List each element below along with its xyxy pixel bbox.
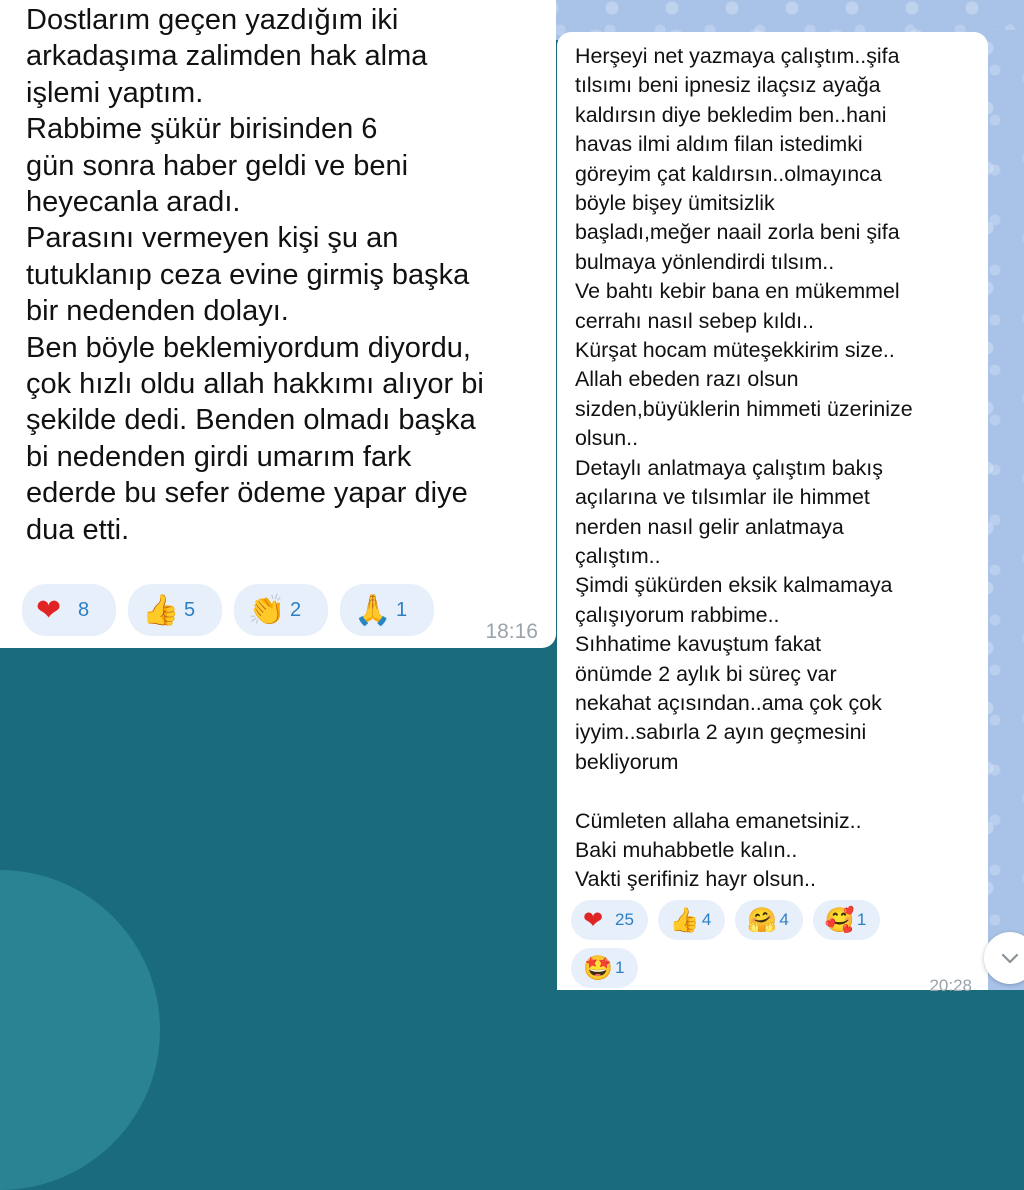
reaction-thumbs-up[interactable] (128, 584, 222, 636)
reaction-smiling-face-with-hearts[interactable] (813, 900, 880, 940)
reactions-bar (22, 584, 434, 636)
hugging-face-icon: 🤗 (747, 906, 778, 934)
heart-icon: ❤ (583, 906, 604, 934)
background-decoration (0, 870, 160, 1190)
message-timestamp: 20:28 (929, 976, 972, 995)
reaction-thumbs-up[interactable] (658, 900, 725, 940)
reaction-count: 4 (779, 910, 789, 929)
heart-icon: ❤ (36, 592, 62, 628)
message-timestamp: 18:16 (485, 620, 538, 643)
reaction-heart[interactable] (571, 900, 648, 940)
reaction-count: 4 (701, 910, 712, 929)
reaction-clapping-hands[interactable] (234, 584, 328, 636)
message-bubble-left (0, 0, 556, 648)
reactions-bar (571, 900, 931, 988)
chevron-down-icon (998, 946, 1022, 970)
clapping-hands-icon: 👏 (248, 592, 286, 628)
reaction-heart[interactable] (22, 584, 116, 636)
reaction-count: 1 (856, 910, 867, 929)
thumbs-up-icon: 👍 (142, 592, 180, 628)
reaction-count: 8 (78, 598, 90, 621)
reaction-count: 1 (396, 598, 408, 621)
message-bubble-right (557, 32, 988, 995)
message-text: Dostlarım geçen yazdığım iki arkadaşıma zalimden hak alma işlemi yaptım. Rabbime şükür birisinden 6 gün sonra haber geldi ve beni heyecanla aradı. Parasını vermeyen kişi şu an tutuklanıp ceza evine girmiş başka bir nedenden dolayı. Ben böyle beklemiyordum diyordu, çok hızlı oldu allah hakkımı alıyor bi şekilde dedi. Benden olmadı başka bi nedenden girdi umarım fark ederde bu sefer ödeme yapar diye dua etti. (26, 4, 484, 546)
reaction-star-struck[interactable] (571, 948, 638, 988)
reaction-folded-hands[interactable] (340, 584, 434, 636)
reaction-count: 5 (184, 598, 196, 621)
smiling-face-with-hearts-icon: 🥰 (824, 906, 855, 934)
folded-hands-icon: 🙏 (354, 592, 392, 628)
thumbs-up-icon: 👍 (669, 906, 700, 934)
reaction-count: 25 (615, 910, 634, 929)
message-text: Herşeyi net yazmaya çalıştım..şifa tılsımı beni ipnesiz ilaçsız ayağa kaldırsın diye bekledim ben..hani havas ilmi aldım filan istedimki göreyim çat kaldırsın..olmayınca böyle bişey ümitsizlik başladı,meğer naail zorla beni şifa bulmaya yönlendirdi tılsım.. Ve bahtı kebir bana en mükemmel cerrahı nasıl sebep kıldı.. Kürşat hocam müteşekkirim size.. Allah ebeden razı olsun sizden,büyüklerin himmeti üzerinize olsun.. Detaylı anlatmaya çalıştım bakış açılarına ve tılsımlar ile himmet nerden nasıl gelir anlatmaya çalıştım.. Şimdi şükürden eksik kalmamaya çalışıyorum rabbime.. Sıhhatime kavuştum fakat önümde 2 aylık bi süreç var nekahat açısından..ama çok çok iyyim..sabırla 2 ayın geçmesini bekliyorum Cümleten allaha emanetsiniz.. Baki muhabbetle kalın.. Vakti şerifiniz hayr olsun.. (575, 44, 913, 892)
reaction-hugging-face[interactable] (735, 900, 802, 940)
reaction-count: 2 (290, 598, 302, 621)
reaction-count: 1 (615, 958, 625, 977)
star-struck-icon: 🤩 (583, 954, 613, 982)
